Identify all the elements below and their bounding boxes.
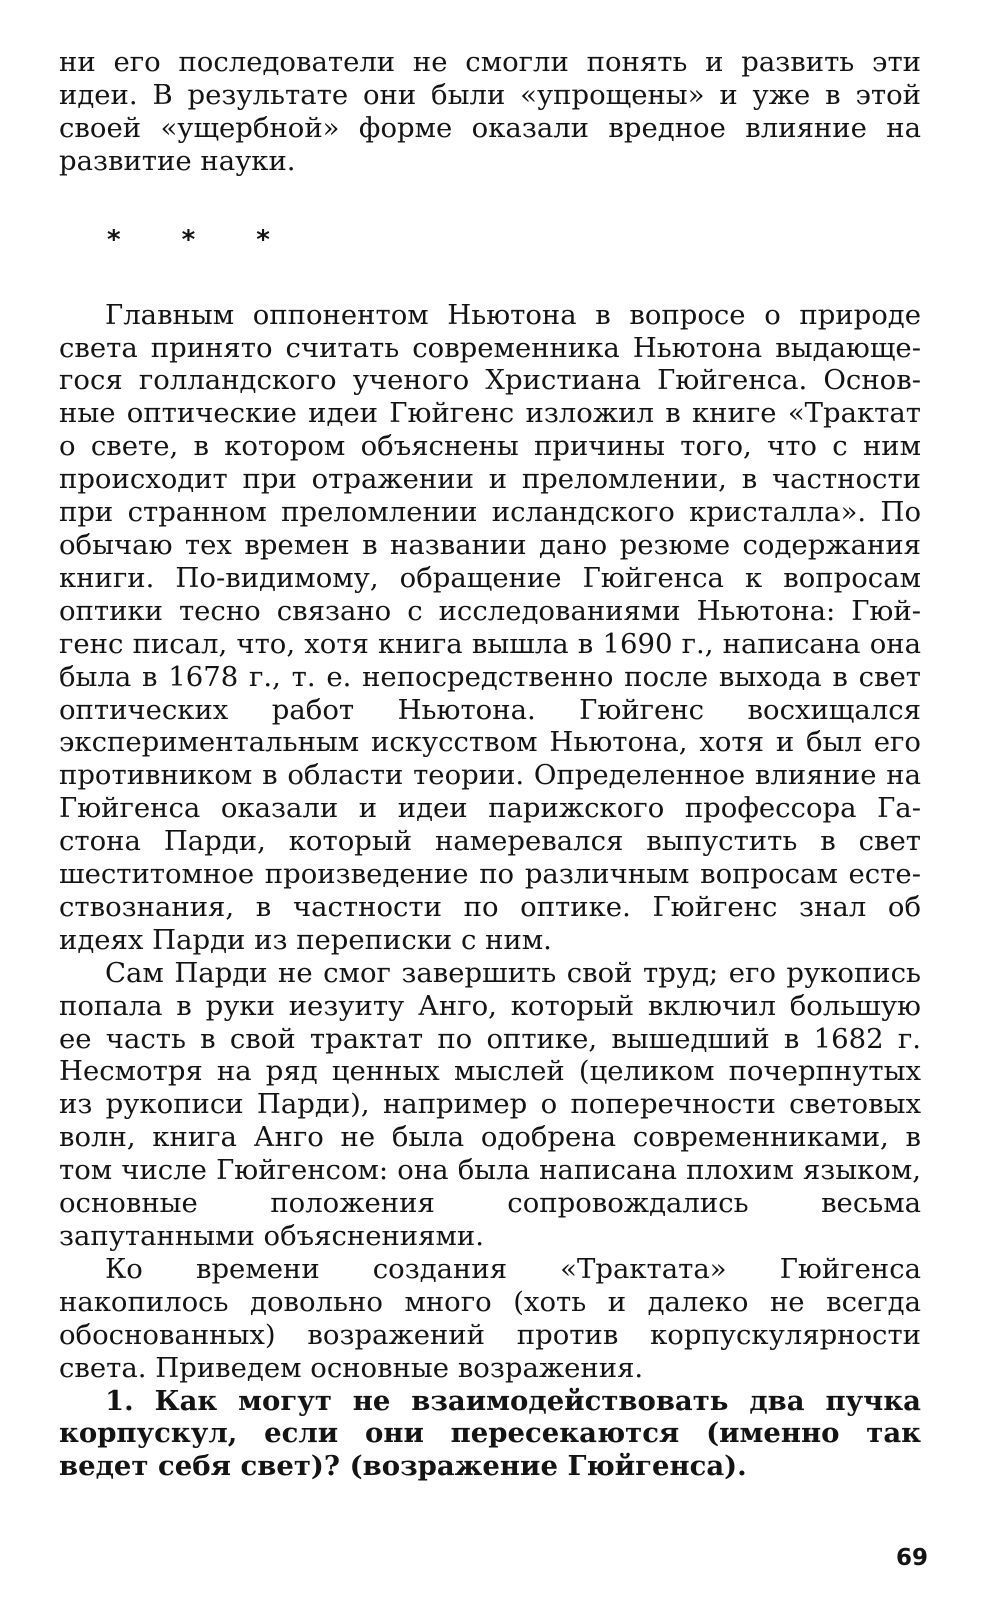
paragraph-continuation: ни его последователи не смогли понять и развить эти идеи. В результате они были «упрощены» и уже в этой своей «ущербной» форме оказали вредное влияние на развитие науки.: [59, 46, 921, 177]
page-number: 69: [896, 1545, 929, 1571]
page-body: [59, 46, 921, 1483]
paragraph-pardi: Сам Парди не смог завершить свой труд; его рукопись попала в руки иезуиту Анго, который включил большую ее часть в свой трактат по оптике, вышедший в 1682 г. Несмотря на ряд ценных мыслей (целиком почерпнутых из рукописи Парди), например о поперечности световых волн, книга Анго не была одобрена современниками, в том числе Гюйгенсом: она была написана плохим языком, основные положения сопровождались весьма запутанными объяснениями.: [59, 956, 921, 1252]
section-separator: * * *: [107, 224, 296, 255]
paragraph-huygens: Главным оппонентом Ньютона в вопросе о природе света принято считать современника Ньютона выдающегося голландского ученого Христиана Гюйгенса. Основные оптические идеи Гюйгенс изложил в книге «Трактат о свете, в котором объяснены причины того, что с ним происходит при отражении и преломлении, в частности при странном преломлении исландского кристалла». По обычаю тех времен в названии дано резюме содержания книги. По-видимому, обращение Гюйгенса к вопросам оптики тесно связано с исследованиями Ньютона: Гюйгенс писал, что, хотя книга вышла в 1690 г., написана она была в 1678 г., т. е. непосредственно после выхода в свет оптических работ Ньютона. Гюйгенс восхищался экспериментальным искусством Ньютона, хотя и был его противником в области теории. Определенное влияние на Гюйгенса оказали и идеи парижского профессора Гастона Парди, который намеревался выпустить в свет шеститомное произведение по различным вопросам естествознания, в частности по оптике. Гюйгенс знал об идеях Парди из переписки с ним.: [59, 298, 921, 956]
paragraph-objections: Ко времени создания «Трактата» Гюйгенса накопилось довольно много (хоть и далеко не всегда обоснованных) возражений против корпускулярности света. Приведем основные возражения.: [59, 1252, 921, 1384]
objection-1: 1. Как могут не взаимодействовать два пучка корпускул, если они пересекаются (именно так ведет себя свет)? (возражение Гюйгенса).: [59, 1384, 921, 1483]
